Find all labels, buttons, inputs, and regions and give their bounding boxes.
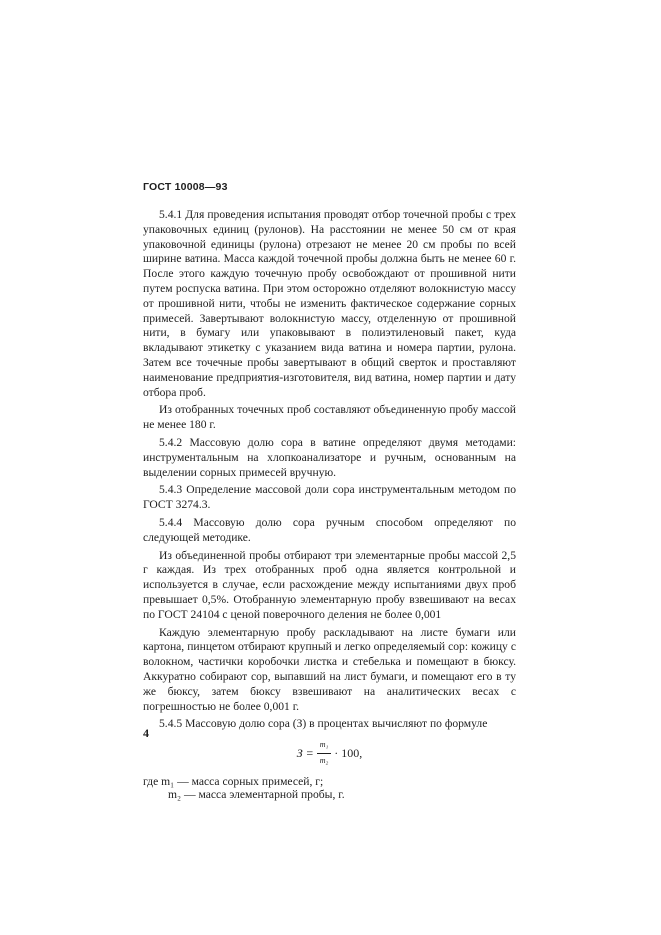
document-header: ГОСТ 10008—93	[143, 181, 228, 193]
document-body	[143, 208, 516, 802]
paragraph-5-4-5: 5.4.5 Массовую долю сора (З) в процентах вычисляют по формуле	[159, 717, 488, 731]
legend-line-m2: m₂ — масса элементарной пробы, г.	[168, 788, 345, 802]
formula-rhs: · 100,	[334, 745, 363, 760]
paragraph-5-4-4: 5.4.4 Массовую долю сора ручным способом определяют по следующей методике.	[143, 515, 516, 544]
formula-lhs: З =	[296, 745, 314, 760]
paragraph-5-4-1: 5.4.1 Для проведения испытания проводят отбор точечной пробы с трех упаковочных единиц (рулонов). На расстоянии не менее 50 см от края упаковочной единицы (рулона) отрезают не менее 20 см пробы по всей ширине ватина. Масса каждой точечной пробы должна быть не менее 60 г. После этого каждую точечную пробу освобождают от прошивной нити путем роспуска ватина. При этом осторожно отделяют волокнистую массу от прошивной нити, чтобы не изменить фактическое содержание сорных примесей. Завертывают волокнистую массу, отделенную от прошивной нити, в бумагу или упаковывают в полиэтиленовый пакет, куда вкладывают этикетку с указанием вида ватина и номера партии, рулона. Затем все точечные пробы завертывают в общий сверток и проставляют наименование предприятия-изготовителя, вид ватина, номер партии и дату отбора проб.	[143, 208, 516, 399]
page-number: 4	[143, 726, 149, 740]
paragraph-5-4-3: 5.4.3 Определение массовой доли сора инструментальным методом по ГОСТ 3274.3.	[143, 483, 516, 512]
formula-numerator: m₁	[317, 738, 332, 754]
formula-fraction	[317, 738, 332, 769]
formula-legend	[143, 775, 516, 802]
paragraph-combined-sample: Из отобранных точечных проб составляют объединенную пробу массой не менее 180 г.	[143, 403, 516, 432]
formula	[143, 738, 516, 769]
paragraph-elementary-samples: Из объединенной пробы отбирают три элементарные пробы массой 2,5 г каждая. Из трех отобранных проб одна является контрольной и используется в случае, если расхождение между испытаниями двух проб превышает 0,5%. Отобранную элементарную пробу взвешивают на весах по ГОСТ 24104 с ценой поверочного деления не более 0,001	[143, 548, 516, 621]
legend-line-m1: где m₁ — масса сорных примесей, г;	[143, 774, 324, 788]
formula-denominator: m₂	[319, 755, 329, 765]
paragraph-5-4-2: 5.4.2 Массовую долю сора в ватине определяют двумя методами: инструментальным на хлопкоанализаторе и ручным, основанным на выделении сорных примесей вручную.	[143, 435, 516, 479]
paragraph-manual-method: Каждую элементарную пробу раскладывают на листе бумаги или картона, пинцетом отбирают крупный и легко определяемый сор: кожицу с волокном, частички коробочки листка и стебелька и помещают в бюксу. Аккуратно собирают сор, выпавший на лист бумаги, и помещают его в ту же бюксу, затем бюксу взвешивают на аналитических весах с погрешностью не более 0,001 г.	[143, 625, 516, 713]
